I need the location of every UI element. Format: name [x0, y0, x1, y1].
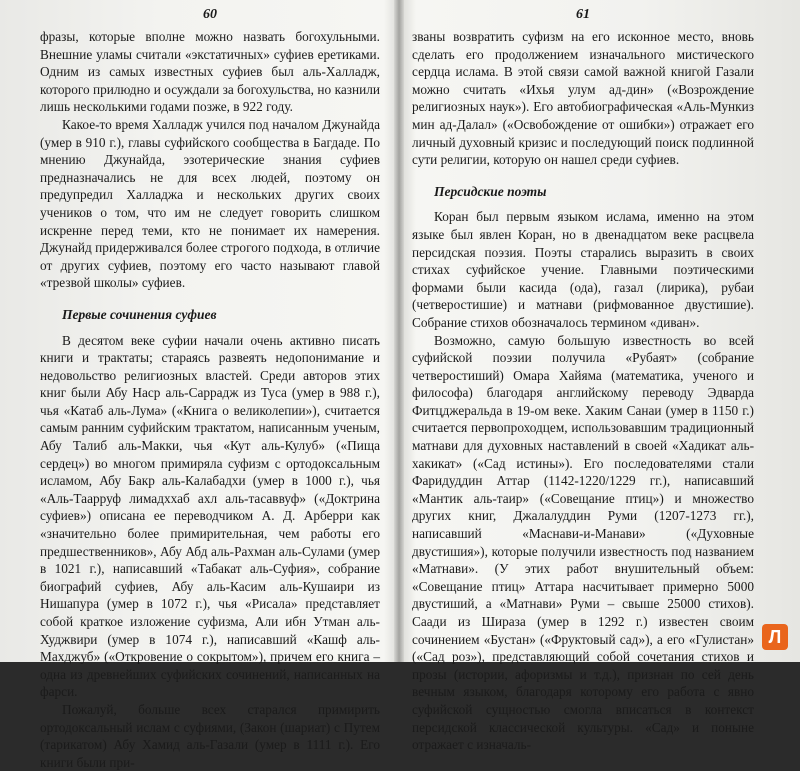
- paragraph: Коран был первым языком ислама, именно на этом языке был явлен Коран, но в двенадцатом веке расцвела персидская поэзия. Поэты старались выразить в своих стихах суфийское учение. Главными поэтическими формами были касида (ода), газал (лирика), рубаи (четверостишие) и матнави (рифмованное двустишие). Собрание стихов обозначалось термином «диван».: [412, 209, 754, 330]
- paragraph: Какое-то время Халладж учился под началом Джунайда (умер в 910 г.), главы суфийского сообщества в Багдаде. По мнению Джунайда, эзотерические знания суфиев предназначались не для всех людей, поэтому он предупредил Халладжа и нескольких других своих учеников о том, что им не следует говорить слишком искренне перед теми, кто не понимает их намерения. Джунайд придерживался более строгого подхода, в отличие от других суфиев, поэтому его часто называют главой «трезвой школы» суфиев.: [40, 116, 380, 291]
- paragraph: Пожалуй, больше всех старался примирить ортодоксальный ислам с суфиями, (Закон (шариат) с Путем (тарикатом) Абу Хамид аль-Газали (умер в 1111 г.). Его книги были при-: [40, 701, 380, 770]
- right-page: [412, 0, 754, 753]
- paragraph: фразы, которые вполне можно назвать богохульными. Внешние уламы считали «экстатичных» суфиев еретиками. Одним из самых известных суфиев был аль-Халладж, которого прилюдно и осуждали за богохульства, но казнили лишь несколькими годами позже, в 922 году.: [40, 29, 380, 115]
- watermark-letter: Л: [768, 626, 782, 647]
- page-number-right: 61: [576, 7, 590, 22]
- left-page: [40, 0, 380, 770]
- page-number-left: 60: [203, 7, 217, 22]
- book-gutter: [394, 0, 404, 662]
- paragraph: В десятом веке суфии начали очень активно писать книги и трактаты; стараясь развеять недопонимание и недовольство религиозных властей. Среди авторов этих книг были Абу Наср аль-Саррадж из Туса (умер в 988 г.), чья «Катаб аль-Лума» («Книга о великолепии»), считается самым ранним суфийским трактатом, написанным ученым, Абу Талиб аль-Макки, чья «Кут аль-Кулуб» («Пища сердец») во многом примиряла суфизм с ортодоксальным исламом, Абу Бакр аль-Калабадхи (умер в 1000 г.), чья «Аль-Таарруф лимадххаб ахл аль-тасаввуф» («Доктрина суфиев») описана ее переводчиком А. Д. Арберри как «значительно более примирительная, чем работы его предшественников», Абу Абд аль-Рахман аль-Сулами (умер в 1021 г.), написавший «Табакат аль-Суфия», собрание биографий суфиев, Абу аль-Касим аль-Кушаири из Нишапура (умер в 1072 г.), чья «Рисала» представляет собой краткое изложение суфизма, Али ибн Утман аль-Худжвири (умер в 1074 г.), написавший «Кашф аль-Махджуб» («Откровение о сокрытом»), причем его книга – одна из древнейших суфийских сочинений, написанных на фарси.: [40, 332, 380, 700]
- section-heading: Персидские поэты: [434, 183, 547, 199]
- paragraph: званы возвратить суфизм на его исконное место, вновь сделать его продолжением изначального мистического сердца ислама. В этой связи самой важной книгой Газали можно считать «Ихья улум ад-дин» («Возрождение религиозных наук»). Его автобиографическая «Аль-Мункиз мин ад-Далал» («Освобождение от ошибки») отражает его личный духовный кризис и последующий поиск подлинной сути религии, которую он нашел среди суфиев.: [412, 29, 754, 168]
- watermark-logo-icon: [762, 624, 788, 650]
- paragraph: Возможно, самую большую известность во всей суфийской поэзии получила «Рубаят» (собрание четверостиший) Омара Хайяма (математика, ученого и философа) благодаря английскому переводу Эдварда Фитцджеральда в 19-ом веке. Хаким Санаи (умер в 1150 г.) считается первопроходцем, использовавшим традиционный матнави для духовных наставлений в своей «Хадикат аль-хакикат» («Сад истины»). Его последователями стали Фаридуддин Аттар (1142-1220/1229 гг.), написавший «Мантик аль-таир» («Совещание птиц») и множество других книг, Джалалуддин Руми (1207-1273 гг.), написавший «Маснави-и-Манави» («Духовные двустишия»), которые получили известность под названием «Матнави». (У этих работ внушительный объем: «Совещание птиц» Аттара насчитывает примерно 5000 двустиший, а «Матнави» Руми – свыше 25000 стихов). Саади из Шираза (умер в 1292 г.) известен своим сочинением «Бустан» («Фруктовый сад»), а его «Гулистан» («Сад роз»), представляющий собой сочетания стихов и прозы (истории, афоризмы и т.д.), признан по сей день вечным языком, благодаря которому его работа с явно суфийской сущностью смогла вписаться в контекст персидской классической культуры. «Сад» и поныне отражает с изначаль-: [412, 332, 754, 753]
- section-heading: Первые сочинения суфиев: [62, 306, 217, 322]
